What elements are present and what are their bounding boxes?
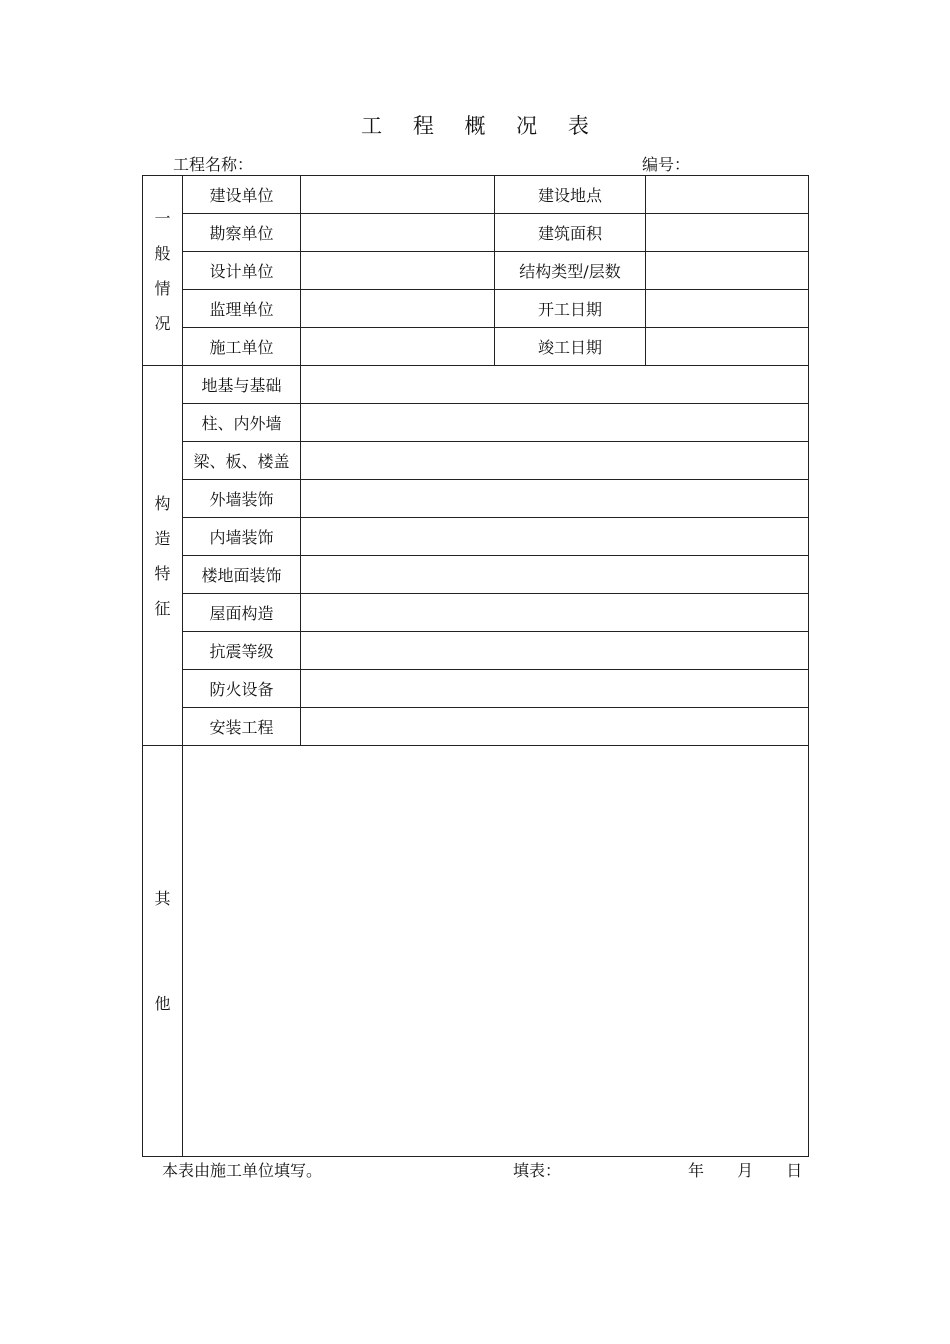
value-cell[interactable] (301, 480, 809, 518)
value-cell[interactable] (301, 442, 809, 480)
table-row (143, 594, 809, 632)
day-label: 日 (786, 1161, 803, 1180)
row-label: 结构类型/层数 (495, 252, 646, 290)
table-row (143, 632, 809, 670)
footer-note: 本表由施工单位填写。 (162, 1161, 323, 1180)
row-label: 设计单位 (183, 252, 301, 290)
row-label: 楼地面装饰 (183, 556, 301, 594)
row-label: 柱、内外墙 (183, 404, 301, 442)
table-row (143, 480, 809, 518)
year-label: 年 (688, 1161, 705, 1180)
section-label-general: 一 般 情 况 (143, 176, 183, 366)
value-cell[interactable] (646, 290, 809, 328)
table-row (143, 328, 809, 366)
table-row (143, 290, 809, 328)
row-label: 安装工程 (183, 708, 301, 746)
row-label: 监理单位 (183, 290, 301, 328)
row-label: 开工日期 (495, 290, 646, 328)
value-cell[interactable] (301, 632, 809, 670)
row-label: 防火设备 (183, 670, 301, 708)
value-cell[interactable] (301, 708, 809, 746)
overview-table (142, 175, 809, 1157)
value-cell[interactable] (646, 252, 809, 290)
value-cell[interactable] (301, 214, 495, 252)
row-label: 勘察单位 (183, 214, 301, 252)
value-cell[interactable] (301, 556, 809, 594)
row-label: 地基与基础 (183, 366, 301, 404)
date-labels (688, 1158, 830, 1181)
value-cell[interactable] (301, 518, 809, 556)
table-row (143, 442, 809, 480)
value-cell[interactable] (301, 366, 809, 404)
row-label: 建设地点 (495, 176, 646, 214)
value-cell[interactable] (301, 252, 495, 290)
section-label-other: 其 他 (143, 746, 183, 1157)
value-cell[interactable] (301, 404, 809, 442)
row-label: 建筑面积 (495, 214, 646, 252)
row-label: 外墙装饰 (183, 480, 301, 518)
table-row (143, 404, 809, 442)
value-cell[interactable] (646, 328, 809, 366)
section-label-structure: 构 造 特 征 (143, 366, 183, 746)
table-row (143, 518, 809, 556)
table-row (143, 746, 809, 1157)
other-notes-cell[interactable] (183, 746, 809, 1157)
filler-label: 填表： (513, 1161, 562, 1180)
value-cell[interactable] (301, 176, 495, 214)
row-label: 屋面构造 (183, 594, 301, 632)
form-title: 工 程 概 况 表 (361, 114, 601, 138)
row-label: 内墙装饰 (183, 518, 301, 556)
value-cell[interactable] (301, 290, 495, 328)
row-label: 施工单位 (183, 328, 301, 366)
project-name-label: 工程名称： (173, 155, 254, 174)
value-cell[interactable] (301, 594, 809, 632)
table-row (143, 556, 809, 594)
table-row (143, 214, 809, 252)
row-label: 竣工日期 (495, 328, 646, 366)
value-cell[interactable] (301, 670, 809, 708)
row-label: 梁、板、楼盖 (183, 442, 301, 480)
month-label: 月 (737, 1161, 754, 1180)
table-row (143, 176, 809, 214)
value-cell[interactable] (301, 328, 495, 366)
table-row (143, 366, 809, 404)
row-label: 抗震等级 (183, 632, 301, 670)
number-label: 编号： (642, 155, 691, 174)
table-row (143, 252, 809, 290)
table-row (143, 708, 809, 746)
value-cell[interactable] (646, 214, 809, 252)
value-cell[interactable] (646, 176, 809, 214)
table-row (143, 670, 809, 708)
row-label: 建设单位 (183, 176, 301, 214)
